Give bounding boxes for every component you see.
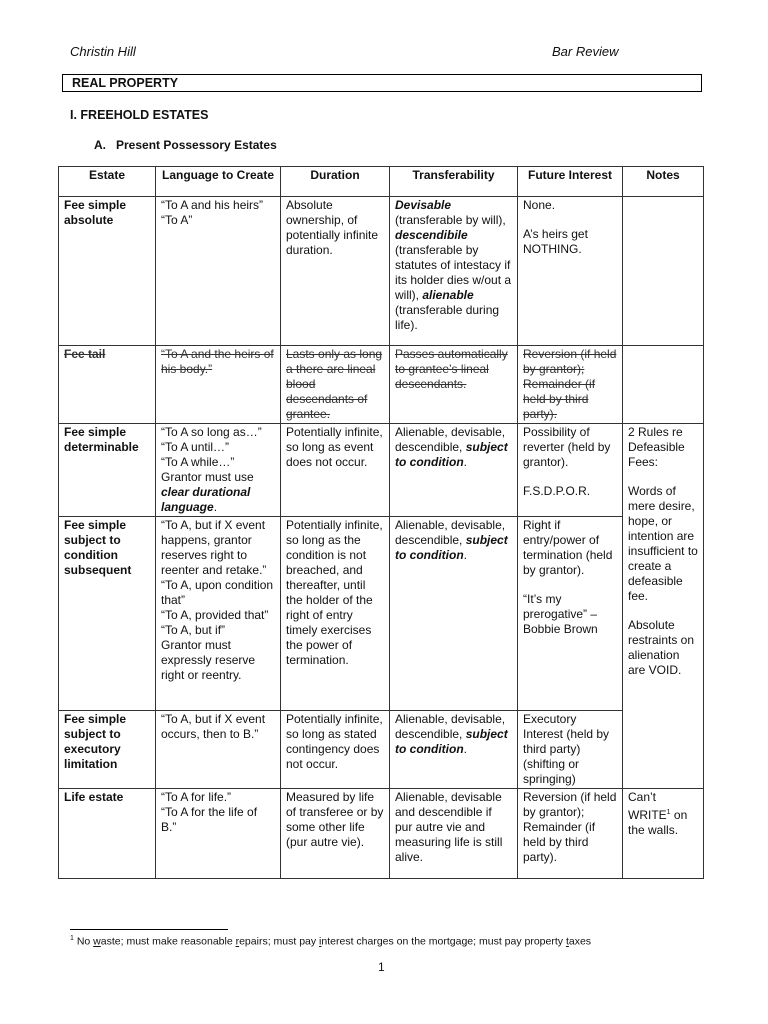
estate-cell: Fee tail xyxy=(59,346,156,424)
language-line: Grantor must expressly reserve right or reentry. xyxy=(161,638,256,682)
language-cell: “To A and his heirs” “To A” xyxy=(156,197,281,346)
clear-durational-language: clear durational language xyxy=(161,485,251,514)
subject-to-condition: subject to condition xyxy=(395,533,508,562)
section-title: REAL PROPERTY xyxy=(62,74,702,92)
future-interest-cell: Reversion (if held by grantor); Remainder (if held by third party). xyxy=(518,346,623,424)
future-interest-cell xyxy=(518,424,623,517)
column-header-estate: Estate xyxy=(59,167,156,197)
column-header-future-interest: Future Interest xyxy=(518,167,623,197)
language-cell: “To A, but if X event occurs, then to B.” xyxy=(156,711,281,789)
estate-cell: Fee simple determinable xyxy=(59,424,156,517)
transfer-text: Alienable, devisable, descendible, xyxy=(395,425,506,454)
footnote-underlined-letter: w xyxy=(93,935,101,948)
future-text: Possibility of reverter (held by grantor). xyxy=(523,425,611,469)
heading-text: Present Possessory Estates xyxy=(116,138,277,152)
transfer-text: (transferable by statutes of intestacy if its holder dies w/out a will), xyxy=(395,243,512,302)
header-course: Bar Review xyxy=(552,44,619,59)
transferability-cell xyxy=(390,517,518,711)
footnote-text: nterest charges on the mortgage; must pay property xyxy=(321,935,566,948)
language-line: “To A, upon condition that” xyxy=(161,578,274,607)
notes-text: Absolute restraints on alienation are VOID. xyxy=(628,618,695,677)
footnote-text: axes xyxy=(568,935,592,948)
future-text: “It’s my prerogative” – Bobbie Brown xyxy=(523,592,598,636)
footnote-separator xyxy=(70,929,228,930)
estate-cell: Fee simple subject to executory limitation xyxy=(59,711,156,789)
heading-present-possessory-estates xyxy=(94,138,277,152)
table-row xyxy=(59,424,704,517)
table-row xyxy=(59,346,704,424)
transferability-cell: Passes automatically to grantee’s lineal descendants. xyxy=(390,346,518,424)
future-text: A’s heirs get NOTHING. xyxy=(523,227,588,256)
language-cell xyxy=(156,517,281,711)
footnote-underlined-letter: i xyxy=(319,935,322,948)
estate-cell: Fee simple absolute xyxy=(59,197,156,346)
future-text: F.S.D.P.O.R. xyxy=(523,484,591,498)
future-interest-cell xyxy=(518,517,623,711)
language-cell xyxy=(156,424,281,517)
duration-cell: Absolute ownership, of potentially infinite duration. xyxy=(281,197,390,346)
future-text: Right if entry/power of termination (held by grantor). xyxy=(523,518,613,577)
estate-cell: Fee simple subject to condition subsequent xyxy=(59,517,156,711)
footnote-underlined-letter: t xyxy=(565,935,569,948)
future-interest-cell: Reversion (if held by grantor); Remainder (if held by third party). xyxy=(518,789,623,879)
footnote-text: aste; must make reasonable xyxy=(100,935,236,948)
notes-cell xyxy=(623,346,704,424)
language-line: “To A so long as…” xyxy=(161,425,262,439)
subject-to-condition: subject to condition xyxy=(395,727,508,756)
notes-text: 2 Rules re Defeasible Fees: xyxy=(628,425,685,469)
footnote-mark: 1 xyxy=(70,935,74,942)
transfer-text: Alienable, devisable, descendible, xyxy=(395,518,506,547)
estate-cell: Life estate xyxy=(59,789,156,879)
transfer-text: (transferable during life). xyxy=(395,303,500,332)
transferability-cell xyxy=(390,197,518,346)
transfer-text: Alienable, devisable, descendible, xyxy=(395,712,506,741)
notes-text: Can’t WRITE xyxy=(628,790,667,822)
heading-marker: A. xyxy=(94,138,106,152)
footnote-text: epairs; must pay xyxy=(239,935,320,948)
footnote xyxy=(70,935,591,948)
descendible-term: descendibile xyxy=(395,228,468,242)
transfer-text: (transferable by will), xyxy=(395,213,506,227)
column-header-notes: Notes xyxy=(623,167,704,197)
notes-cell-defeasible-fees xyxy=(623,424,704,789)
language-cell: “To A and the heirs of his body.” xyxy=(156,346,281,424)
table-header-row xyxy=(59,167,704,197)
notes-text: on the walls. xyxy=(628,808,688,837)
header-author: Christin Hill xyxy=(70,44,136,59)
page-number: 1 xyxy=(378,960,385,974)
transferability-cell xyxy=(390,424,518,517)
duration-cell: Measured by life of transferee or by some other life (pur autre vie). xyxy=(281,789,390,879)
future-interest-cell: Executory Interest (held by third party) (shifting or springing) xyxy=(518,711,623,789)
column-header-language: Language to Create xyxy=(156,167,281,197)
table-row xyxy=(59,711,704,789)
notes-text: Words of mere desire, hope, or intention are insufficient to create a defeasible fee. xyxy=(628,484,698,603)
duration-cell: Potentially infinite, so long as stated contingency does not occur. xyxy=(281,711,390,789)
table-row xyxy=(59,197,704,346)
language-line: “To A while…” xyxy=(161,455,235,469)
transferability-cell: Alienable, devisable and descendible if pur autre vie and measuring life is still alive. xyxy=(390,789,518,879)
footnote-underlined-letter: r xyxy=(235,935,240,948)
language-line: . xyxy=(213,500,218,514)
transferability-cell xyxy=(390,711,518,789)
notes-cell xyxy=(623,197,704,346)
duration-cell: Potentially infinite, so long as event does not occur. xyxy=(281,424,390,517)
duration-cell: Potentially infinite, so long as the condition is not breached, and thereafter, until the holder of the right of entry timely exercises the power of termination. xyxy=(281,517,390,711)
column-header-duration: Duration xyxy=(281,167,390,197)
language-line: “To A, provided that” xyxy=(161,608,269,622)
heading-freehold-estates: I. FREEHOLD ESTATES xyxy=(70,108,209,122)
table-row xyxy=(59,789,704,879)
language-line: “To A for life.” xyxy=(161,790,232,804)
language-line: Grantor must use xyxy=(161,470,254,484)
future-text: None. xyxy=(523,198,556,212)
devisable-term: Devisable xyxy=(395,198,452,212)
language-line: “To A for the life of B.” xyxy=(161,805,258,834)
language-cell xyxy=(156,789,281,879)
language-line: “To A, but if” xyxy=(161,623,226,637)
estates-table xyxy=(58,166,704,879)
footnote-text: No xyxy=(73,935,94,948)
duration-cell: Lasts only as long a there are lineal blood descendants of grantee. xyxy=(281,346,390,424)
footnote-reference[interactable]: 1 xyxy=(666,809,671,816)
alienable-term: alienable xyxy=(422,288,474,302)
transfer-text: . xyxy=(463,548,467,562)
future-interest-cell xyxy=(518,197,623,346)
subject-to-condition: subject to condition xyxy=(395,440,508,469)
language-line: “To A, but if X event happens, grantor reserves right to reenter and retake.” xyxy=(161,518,267,577)
transfer-text: . xyxy=(463,742,467,756)
table-row xyxy=(59,517,704,711)
notes-cell xyxy=(623,789,704,879)
transfer-text: . xyxy=(463,455,467,469)
column-header-transferability: Transferability xyxy=(390,167,518,197)
language-line: “To A until…” xyxy=(161,440,230,454)
